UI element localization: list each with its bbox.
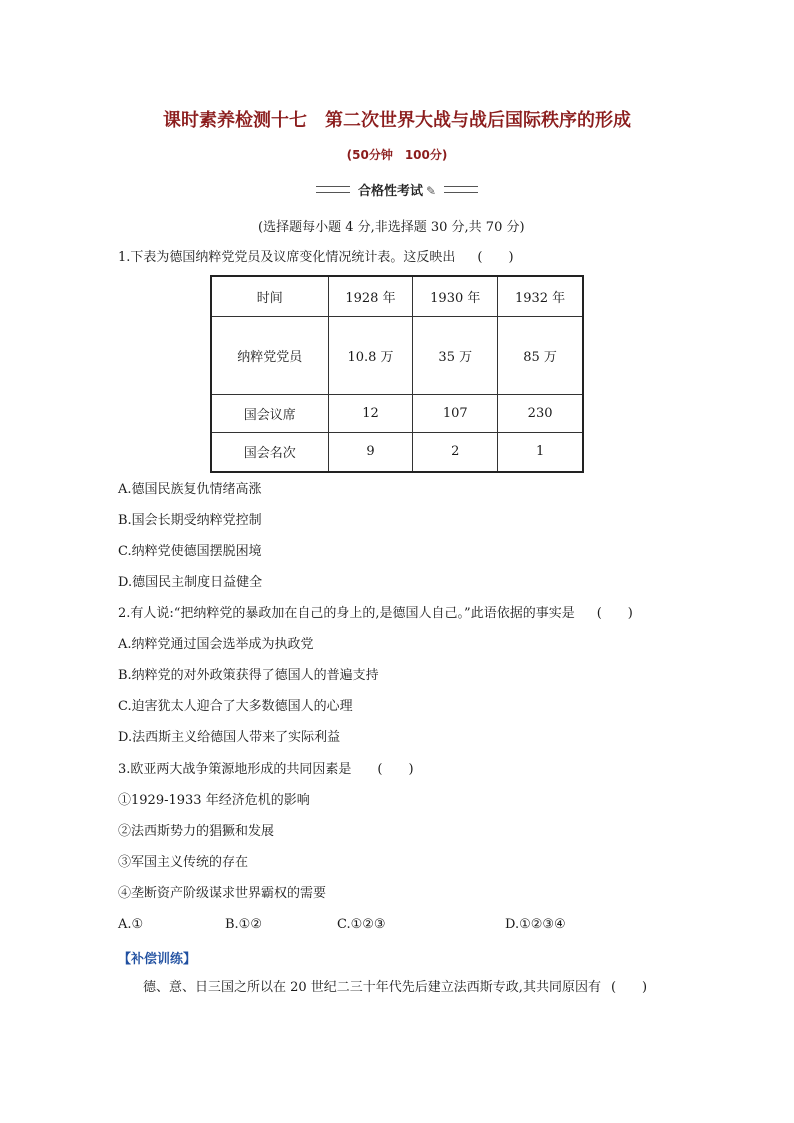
answer-paren: ( ) <box>477 250 514 265</box>
statement-item: ②法西斯势力的猖獗和发展 <box>118 824 275 839</box>
option-b[interactable]: B.纳粹党的对外政策获得了德国人的普遍支持 <box>118 668 379 683</box>
question-3-text: 3.欧亚两大战争策源地形成的共同因素是 <box>118 762 352 777</box>
table-cell: 国会议席 <box>211 394 328 432</box>
page-title: 课时素养检测十七 第二次世界大战与战后国际秩序的形成 <box>163 110 631 131</box>
pencil-icon: ✎ <box>425 184 437 198</box>
question-3-stem <box>118 762 414 778</box>
option-c[interactable]: C.纳粹党使德国摆脱困境 <box>118 544 262 559</box>
table-row <box>211 432 583 472</box>
section-label <box>358 180 436 199</box>
question-2-text: 2.有人说:“把纳粹党的暴政加在自己的身上的,是德国人自己。”此语依据的事实是 <box>118 606 575 621</box>
option-a[interactable]: A.德国民族复仇情绪高涨 <box>118 482 262 497</box>
table-cell: 国会名次 <box>211 432 328 472</box>
option-d[interactable]: D.①②③④ <box>505 917 566 932</box>
section-label-text: 合格性考试 <box>357 184 423 199</box>
table-cell: 35 万 <box>413 316 498 394</box>
option-d[interactable]: D.法西斯主义给德国人带来了实际利益 <box>118 730 341 745</box>
table-header-cell: 1932 年 <box>498 276 583 316</box>
option-b[interactable]: B.国会长期受纳粹党控制 <box>118 513 262 528</box>
supplement-text: 德、意、日三国之所以在 20 世纪二三十年代先后建立法西斯专政,其共同原因有 <box>143 980 601 995</box>
question-1-stem <box>118 250 514 266</box>
statement-item: ①1929-1933 年经济危机的影响 <box>118 793 310 808</box>
table-cell: 10.8 万 <box>328 316 413 394</box>
option-c[interactable]: C.迫害犹太人迎合了大多数德国人的心理 <box>118 699 353 714</box>
supplement-question-stem <box>143 980 647 996</box>
section-header <box>0 180 794 199</box>
table-header-cell: 1928 年 <box>328 276 413 316</box>
table-header-cell: 时间 <box>211 276 328 316</box>
question-1-text: 1.下表为德国纳粹党党员及议席变化情况统计表。这反映出 <box>118 250 456 265</box>
statement-item: ④垄断资产阶级谋求世界霸权的需要 <box>118 886 327 901</box>
table-cell: 1 <box>498 432 583 472</box>
table-header-cell: 1930 年 <box>413 276 498 316</box>
option-a[interactable]: A.纳粹党通过国会选举成为执政党 <box>118 637 314 652</box>
table-cell: 85 万 <box>498 316 583 394</box>
table-cell: 纳粹党党员 <box>211 316 328 394</box>
option-a[interactable]: A.① <box>118 917 144 932</box>
score-note: (选择题每小题 4 分,非选择题 30 分,共 70 分) <box>258 220 525 235</box>
table-row <box>211 316 583 394</box>
answer-paren: ( ) <box>610 980 648 995</box>
question-2-stem <box>118 606 633 622</box>
nazi-stats-table <box>210 275 584 473</box>
option-b[interactable]: B.①② <box>225 917 262 932</box>
table-header-row <box>211 276 583 316</box>
table-cell: 2 <box>413 432 498 472</box>
table-cell: 107 <box>413 394 498 432</box>
option-d[interactable]: D.德国民主制度日益健全 <box>118 575 263 590</box>
divider-left <box>316 186 350 193</box>
table-row <box>211 394 583 432</box>
answer-paren: ( ) <box>596 606 633 621</box>
time-score-subtitle: (50分钟 100分) <box>346 148 448 162</box>
supplement-label: 【补偿训练】 <box>118 952 197 967</box>
divider-right <box>444 186 478 193</box>
table-cell: 230 <box>498 394 583 432</box>
table-cell: 9 <box>328 432 413 472</box>
option-c[interactable]: C.①②③ <box>337 917 386 932</box>
answer-paren: ( ) <box>377 762 414 777</box>
table-cell: 12 <box>328 394 413 432</box>
statement-item: ③军国主义传统的存在 <box>118 855 249 870</box>
